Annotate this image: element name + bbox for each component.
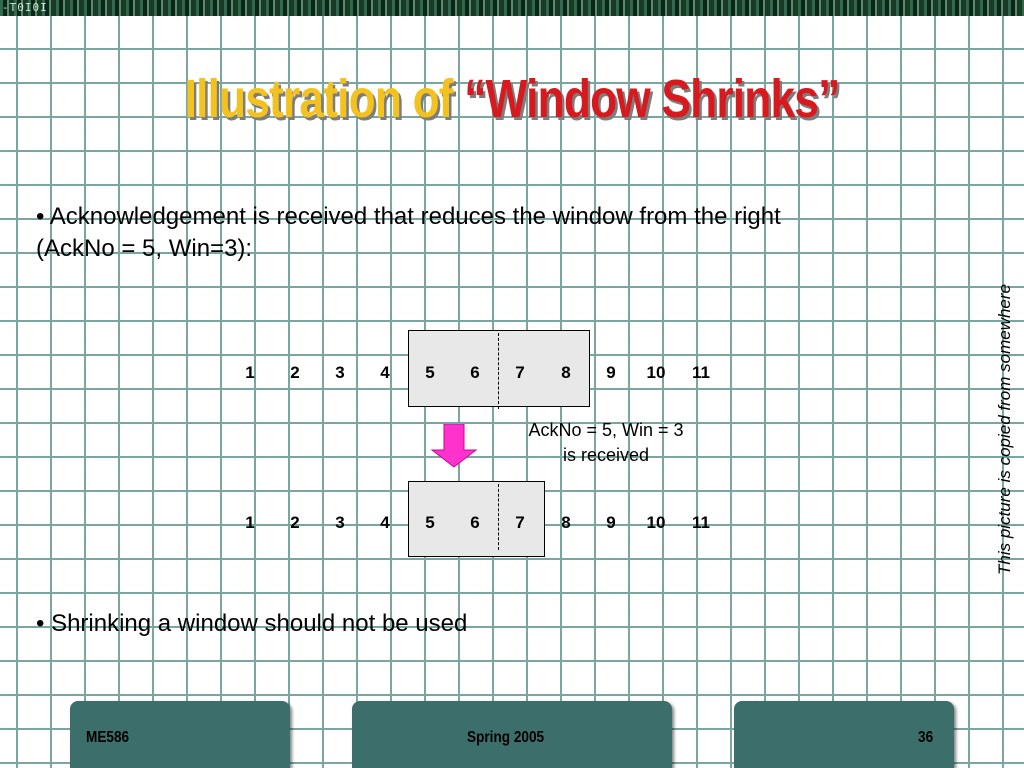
seq-number: 5 <box>425 513 435 532</box>
bullet-2: • Shrinking a window should not be used <box>36 610 468 637</box>
seq-number: 2 <box>290 363 300 382</box>
banner-decoration: -T0I0I <box>2 1 48 14</box>
seq-number: 8 <box>561 363 571 382</box>
ack-note-line-1: AckNo = 5, Win = 3 <box>528 420 684 440</box>
seq-number: 4 <box>380 513 390 532</box>
ack-note-line-2: is received <box>562 445 650 465</box>
window-divider-after <box>498 484 499 550</box>
seq-number: 5 <box>425 363 435 382</box>
seq-number: 9 <box>606 363 616 382</box>
seq-number: 7 <box>515 513 525 532</box>
seq-number: 9 <box>606 513 616 532</box>
seq-number: 10 <box>646 513 666 532</box>
seq-number: 8 <box>561 513 571 532</box>
bullet-1-line-1: • Acknowledgement is received that reduces the window from the right <box>36 203 781 230</box>
footer-course: ME586 <box>86 729 130 746</box>
seq-number: 1 <box>245 513 255 532</box>
down-arrow-icon <box>430 424 478 468</box>
side-note: This picture is copied from somewhere <box>995 283 1014 575</box>
seq-number: 2 <box>290 513 300 532</box>
seq-number: 6 <box>470 363 480 382</box>
seq-number: 1 <box>245 363 255 382</box>
slide-title <box>92 66 932 132</box>
seq-number: 11 <box>692 363 710 382</box>
window-divider-before <box>498 333 499 409</box>
seq-number: 7 <box>515 363 525 382</box>
ack-note <box>498 418 714 468</box>
footer-page-number: 36 <box>918 729 934 746</box>
footer-term: Spring 2005 <box>467 729 545 746</box>
top-circuit-banner <box>0 0 1024 16</box>
title-part-1: Illustration of <box>184 69 465 129</box>
seq-number: 10 <box>646 363 666 382</box>
seq-number: 3 <box>335 513 345 532</box>
seq-number: 11 <box>692 513 710 532</box>
bullet-1-line-2: (AckNo = 5, Win=3): <box>36 235 253 262</box>
seq-number: 4 <box>380 363 390 382</box>
title-part-2: “Window Shrinks” <box>464 69 840 129</box>
seq-number: 6 <box>470 513 480 532</box>
seq-number: 3 <box>335 363 345 382</box>
